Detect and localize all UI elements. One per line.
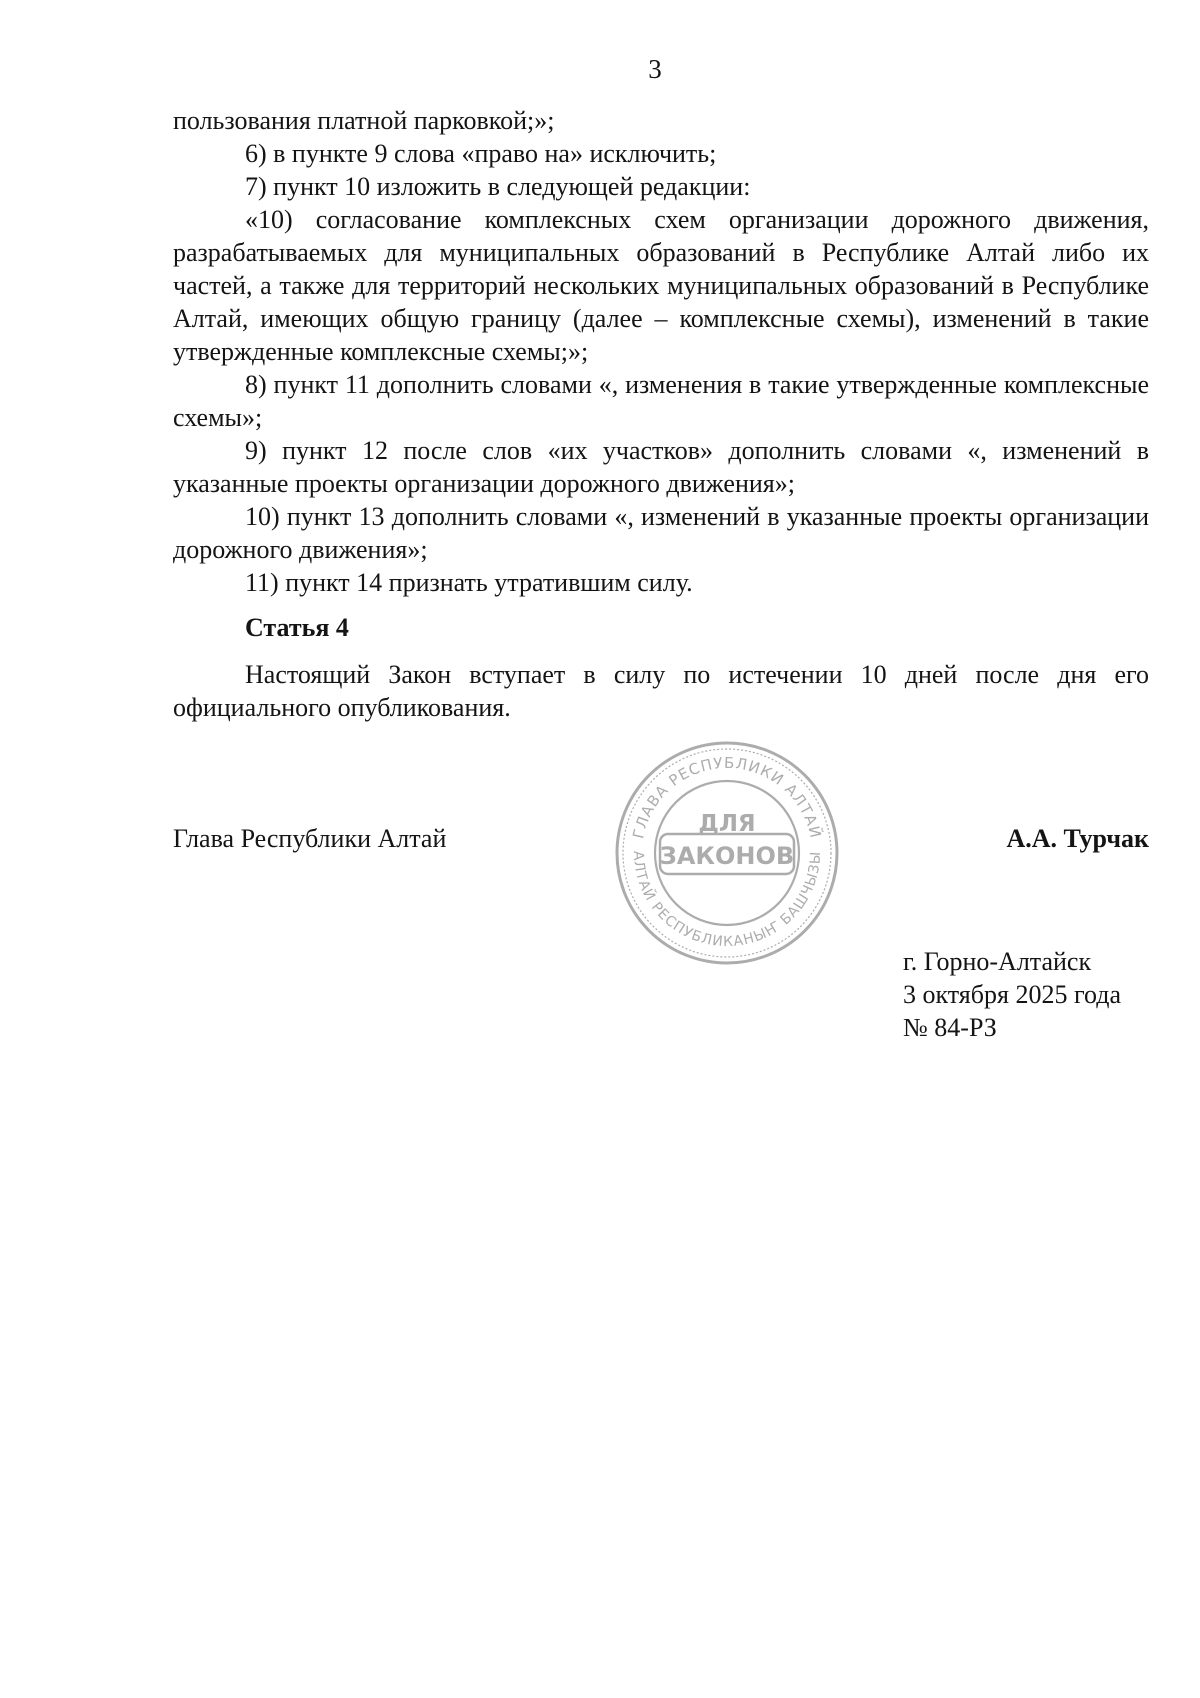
law-number: № 84-РЗ [903,1013,997,1042]
place-of-signing: г. Горно-Алтайск [903,947,1092,976]
official-seal [612,738,842,968]
paragraph-item-9: 9) пункт 12 после слов «их участков» дополнить словами «, изменений в указанные проекты организации дорожного движения»; [173,436,1149,498]
paragraph-item-7: 7) пункт 10 изложить в следующей редакции: [245,172,751,201]
article-text: Настоящий Закон вступает в силу по истечении 10 дней после дня его официального опубликования. [173,660,1149,722]
paragraph-item-11: 11) пункт 14 признать утратившим силу. [245,568,693,597]
seal-ring-top-text: ГЛАВА РЕСПУБЛИКИ АЛТАЙ [629,753,825,841]
paragraph-continuation: пользования платной парковкой;»; [173,106,555,135]
paragraph-item-10: 10) пункт 13 дополнить словами «, изменений в указанные проекты организации дорожного движения»; [173,502,1149,564]
signer-position: Глава Республики Алтай [173,824,447,853]
document-body [173,104,1149,724]
paragraph-item-8: 8) пункт 11 дополнить словами «, изменения в такие утвержденные комплексные схемы»; [173,370,1149,432]
article-heading: Статья 4 [245,613,349,642]
paragraph-item-10-text: «10) согласование комплексных схем организации дорожного движения, разрабатываемых для муниципальных образований в Республике Алтай либо их частей, а также для территорий нескольких муниципальных образований в Республике Алтай, имеющих общую границу (далее – комплексные схемы), изменений в такие утвержденные комплексные схемы;»; [173,205,1149,366]
seal-center-text-1: ДЛЯ [698,811,756,837]
signing-date: 3 октября 2025 года [903,980,1121,1009]
place-date-block [903,945,1121,1044]
paragraph-item-6: 6) в пункте 9 слова «право на» исключить; [245,139,717,168]
page-number: 3 [648,54,662,84]
seal-ring-bottom-text: АЛТАЙ РЕСПУБЛИКАНЫҤ БАШЧЫЗЫ [629,850,825,951]
seal-center-text-2: ЗАКОНОВ [659,842,795,870]
signer-name: А.А. Турчак [1006,824,1149,853]
